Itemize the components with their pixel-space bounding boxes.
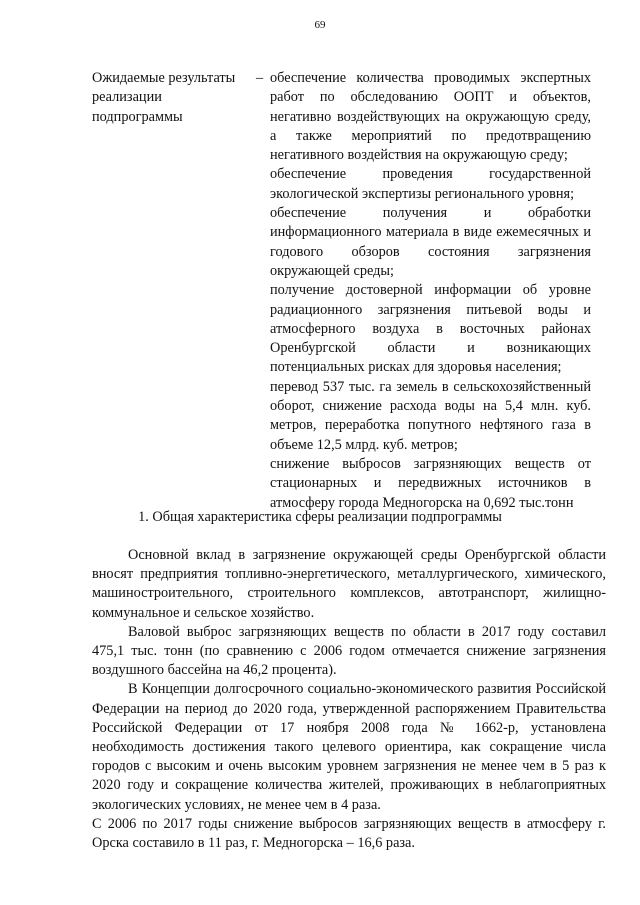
page-number: 69 <box>314 19 326 31</box>
expected-result-item: обеспечение получения и обработки информационного материала в виде ежемесячных и годового обзоров состояния загрязнения окружающей среды; <box>270 205 591 279</box>
expected-results-list <box>270 69 591 513</box>
expected-results-label-line: реализации <box>92 89 162 106</box>
expected-result-item: обеспечение количества проводимых экспертных работ по обследованию ООПТ и объектов, негативно воздействующих на окружающую среду, а также мероприятий по предотвращению негативного воздействия на окружающую среду; <box>270 70 591 164</box>
body-paragraph: С 2006 по 2017 годы снижение выбросов загрязняющих веществ в атмосферу г. Орска составило в 11 раз, г. Медногорска – 16,6 раза. <box>92 815 606 852</box>
expected-results-label <box>92 69 256 513</box>
expected-results-table <box>92 69 602 513</box>
expected-result-item: снижение выбросов загрязняющих веществ от стационарных и передвижных источников в атмосферу города Медногорска на 0,692 тыс.тонн <box>270 455 591 511</box>
label-dash: – <box>256 70 264 86</box>
expected-results-label-line: подпрограммы <box>92 108 183 125</box>
body-paragraph: Основной вклад в загрязнение окружающей среды Оренбургской области вносят предприятия топливно-энергетического, металлургического, химического, машиностроительного, строительного комплексов, автотранспорт, жилищно-коммунальное и сельское хозяйство. <box>92 547 606 621</box>
section-body <box>92 546 606 853</box>
expected-result-item: получение достоверной информации об уровне радиационного загрязнения питьевой воды и атмосферного воздуха в восточных районах Оренбургской области и возникающих потенциальных рисках для здоровья населения; <box>270 282 591 376</box>
body-paragraph: В Концепции долгосрочного социально-экономического развития Российской Федерации на период до 2020 года, утвержденной распоряжением Правительства Российской Федерации от 17 ноября 2008 года № 1662-р, установлена необходимость достижения такого целевого ориентира, как сокращение числа городов с высоким и очень высоким уровнем загрязнения не менее чем в 5 раз к 2020 году и сокращение количества жителей, проживающих в неблагоприятных экологических условиях, не менее чем в 4 раза. <box>92 681 606 813</box>
body-paragraph: Валовой выброс загрязняющих веществ по области в 2017 году составил 475,1 тыс. тонн (по сравнению с 2006 годом отмечается снижение загрязнения воздушного бассейна на 46,2 процента). <box>92 623 606 679</box>
expected-result-item: обеспечение проведения государственной экологической экспертизы регионального уровня; <box>270 166 591 202</box>
section-heading: 1. Общая характеристика сферы реализации подпрограммы <box>138 509 502 525</box>
expected-result-item: перевод 537 тыс. га земель в сельскохозяйственный оборот, снижение расхода воды на 5,4 млн. куб. метров, переработка попутного нефтяного газа в объеме 12,5 млрд. куб. метров; <box>270 378 591 453</box>
expected-results-label-line: Ожидаемые результаты <box>92 70 236 86</box>
